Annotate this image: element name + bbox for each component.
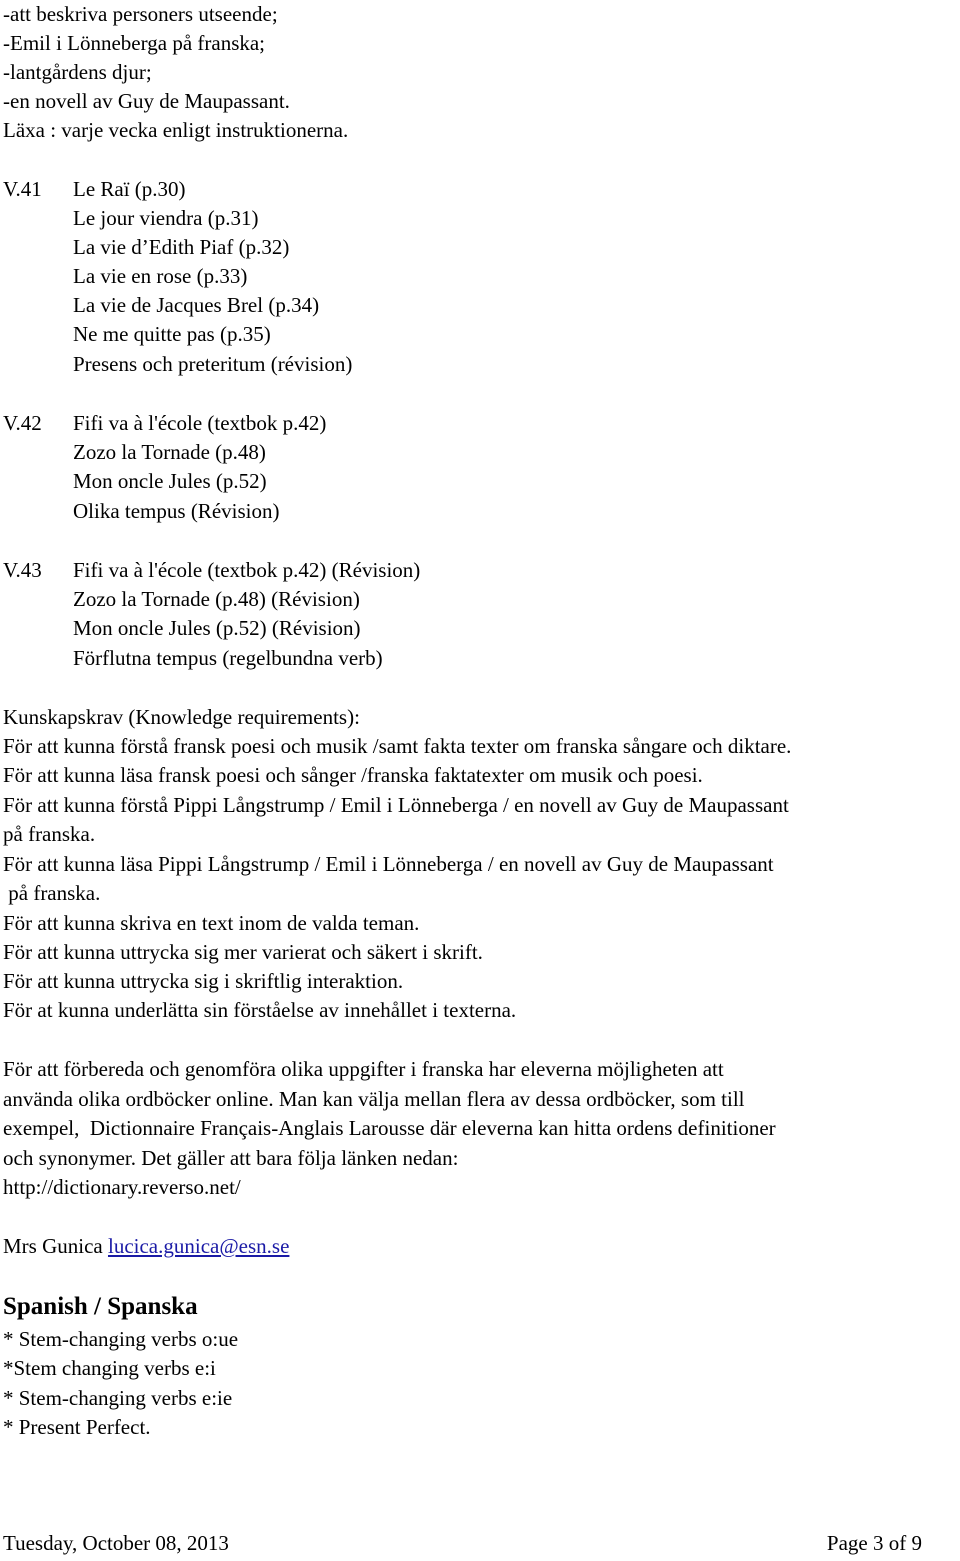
week-item: Ne me quitte pas (p.35) — [73, 322, 271, 346]
week-item: Mon oncle Jules (p.52) — [73, 469, 267, 493]
week-label: V.42 — [3, 411, 42, 435]
requirement-line: på franska. — [3, 822, 96, 846]
spanish-item: * Present Perfect. — [3, 1415, 151, 1439]
intro-line: -en novell av Guy de Maupassant. — [3, 89, 290, 113]
requirements-heading: Kunskapskrav (Knowledge requirements): — [3, 705, 360, 729]
requirement-line: på franska. — [3, 881, 101, 905]
requirement-line: För att kunna skriva en text inom de valda teman. — [3, 911, 420, 935]
week-item: La vie d’Edith Piaf (p.32) — [73, 235, 290, 259]
spanish-item: *Stem changing verbs e:i — [3, 1356, 216, 1380]
dictionary-line: exempel, Dictionnaire Français-Anglais Larousse där eleverna kan hitta ordens definitioner — [3, 1116, 776, 1140]
week-item: Förflutna tempus (regelbundna verb) — [73, 646, 383, 670]
dictionary-line: använda olika ordböcker online. Man kan välja mellan flera av dessa ordböcker, som till — [3, 1087, 745, 1111]
intro-line: Läxa : varje vecka enligt instruktionerna. — [3, 118, 349, 142]
requirement-line: För att kunna läsa Pippi Långstrump / Emil i Lönneberga / en novell av Guy de Maupassant — [3, 852, 774, 876]
week-item: Zozo la Tornade (p.48) — [73, 440, 266, 464]
teacher-name: Mrs Gunica — [3, 1234, 108, 1258]
week-label: V.43 — [3, 558, 42, 582]
dictionary-line: och synonymer. Det gäller att bara följa länken nedan: — [3, 1146, 459, 1170]
intro-line: -att beskriva personers utseende; — [3, 2, 278, 26]
requirement-line: För att kunna uttrycka sig i skriftlig interaktion. — [3, 969, 404, 993]
week-item: Olika tempus (Révision) — [73, 499, 280, 523]
requirement-line: För att kunna uttrycka sig mer varierat och säkert i skrift. — [3, 940, 483, 964]
requirement-line: För at kunna underlätta sin förståelse av innehållet i texterna. — [3, 998, 517, 1022]
spanish-item: * Stem-changing verbs o:ue — [3, 1327, 239, 1351]
intro-line: -Emil i Lönneberga på franska; — [3, 31, 266, 55]
footer-page-number: Page 3 of 9 — [826, 1531, 922, 1555]
week-item: Le jour viendra (p.31) — [73, 206, 259, 230]
intro-line: -lantgårdens djur; — [3, 60, 152, 84]
teacher-email-link[interactable]: lucica.gunica@esn.se — [107, 1234, 290, 1258]
week-item: La vie en rose (p.33) — [73, 264, 248, 288]
week-label: V.41 — [3, 177, 42, 201]
requirement-line: För att kunna förstå Pippi Långstrump / Emil i Lönneberga / en novell av Guy de Maupassant — [3, 793, 789, 817]
footer-date: Tuesday, October 08, 2013 — [3, 1531, 229, 1555]
dictionary-url: http://dictionary.reverso.net/ — [3, 1175, 241, 1199]
week-item: Fifi va à l'école (textbok p.42) (Révision) — [73, 558, 421, 582]
week-item: Le Raï (p.30) — [73, 177, 186, 201]
teacher-contact — [3, 1232, 289, 1260]
requirement-line: För att kunna läsa fransk poesi och sånger /franska faktatexter om musik och poesi. — [3, 763, 703, 787]
requirement-line: För att kunna förstå fransk poesi och musik /samt fakta texter om franska sångare och diktare. — [3, 734, 792, 758]
spanish-heading: Spanish / Spanska — [3, 1293, 198, 1320]
spanish-item: * Stem-changing verbs e:ie — [3, 1386, 233, 1410]
dictionary-line: För att förbereda och genomföra olika uppgifter i franska har eleverna möjligheten att — [3, 1057, 724, 1081]
week-item: Presens och preteritum (révision) — [73, 352, 353, 376]
week-item: Zozo la Tornade (p.48) (Révision) — [73, 587, 360, 611]
week-item: Mon oncle Jules (p.52) (Révision) — [73, 616, 361, 640]
week-item: La vie de Jacques Brel (p.34) — [73, 293, 320, 317]
week-item: Fifi va à l'école (textbok p.42) — [73, 411, 327, 435]
